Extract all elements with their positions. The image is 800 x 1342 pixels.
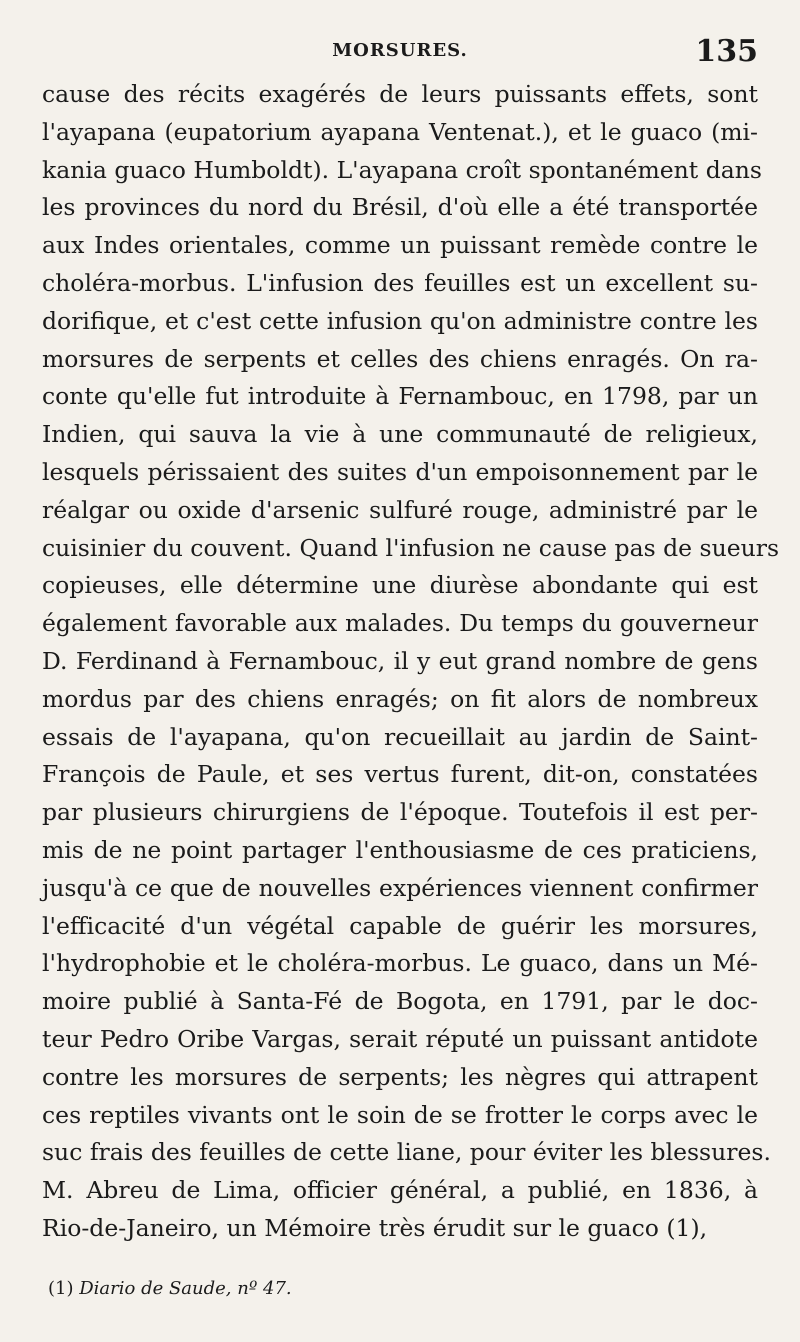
text-line: jusqu'à ce que de nouvelles expériences viennent confirmer <box>42 873 758 902</box>
text-line: kania guaco Humboldt). L'ayapana croît spontanément dans <box>42 155 762 184</box>
text-line: les provinces du nord du Brésil, d'où elle a été transportée <box>42 193 758 222</box>
text-line: contre les morsures de serpents; les nègres qui attrapent <box>42 1062 758 1091</box>
footnote <box>48 1278 292 1299</box>
body-text <box>42 76 780 1248</box>
text-line: l'efficacité d'un végétal capable de guérir les morsures, <box>42 911 758 940</box>
text-line: choléra-morbus. L'infusion des feuilles est un excellent su- <box>42 268 758 297</box>
text-line: D. Ferdinand à Fernambouc, il y eut grand nombre de gens <box>42 646 758 675</box>
text-line: essais de l'ayapana, qu'on recueillait au jardin de Saint- <box>42 722 758 751</box>
text-line: mordus par des chiens enragés; on fit alors de nombreux <box>42 684 758 713</box>
text-line: dorifique, et c'est cette infusion qu'on administre contre les <box>42 306 758 335</box>
text-line: teur Pedro Oribe Vargas, serait réputé un puissant antidote <box>42 1024 758 1053</box>
text-line: aux Indes orientales, comme un puissant remède contre le <box>42 231 758 260</box>
text-line: copieuses, elle détermine une diurèse abondante qui est <box>42 571 758 600</box>
text-line: Indien, qui sauva la vie à une communauté de religieux, <box>42 420 758 449</box>
text-line: l'ayapana (eupatorium ayapana Ventenat.), et le guaco (mi- <box>42 117 758 146</box>
text-line: François de Paule, et ses vertus furent, dit-on, constatées <box>42 760 758 789</box>
text-line: M. Abreu de Lima, officier général, a publié, en 1836, à <box>42 1176 758 1205</box>
page-header <box>42 34 758 69</box>
text-line: cause des récits exagérés de leurs puissants effets, sont <box>42 80 758 108</box>
text-line: moire publié à Santa-Fé de Bogota, en 1791, par le doc- <box>42 987 758 1016</box>
text-line: lesquels périssaient des suites d'un empoisonnement par le <box>42 457 758 486</box>
text-line: ces reptiles vivants ont le soin de se frotter le corps avec le <box>42 1100 758 1129</box>
text-line: morsures de serpents et celles des chiens enragés. On ra- <box>42 344 758 373</box>
text-line: réalgar ou oxide d'arsenic sulfuré rouge, administré par le <box>42 495 758 524</box>
text-line: par plusieurs chirurgiens de l'époque. Toutefois il est per- <box>42 798 758 827</box>
page-number: 135 <box>695 34 758 69</box>
footnote-text: Diario de Saude, nº 47. <box>79 1278 292 1299</box>
text-line: cuisinier du couvent. Quand l'infusion ne cause pas de sueurs <box>42 533 780 562</box>
text-line: Rio-de-Janeiro, un Mémoire très érudit sur le guaco (1), <box>42 1213 708 1242</box>
text-line: mis de ne point partager l'enthousiasme de ces praticiens, <box>42 835 758 864</box>
text-line: également favorable aux malades. Du temps du gouverneur <box>42 609 758 638</box>
text-line: suc frais des feuilles de cette liane, pour éviter les blessures. <box>42 1138 771 1167</box>
text-line: conte qu'elle fut introduite à Fernambouc, en 1798, par un <box>42 382 758 411</box>
running-title: MORSURES. <box>332 40 468 61</box>
footnote-marker: (1) <box>48 1278 74 1299</box>
text-line: l'hydrophobie et le choléra-morbus. Le guaco, dans un Mé- <box>42 949 758 978</box>
